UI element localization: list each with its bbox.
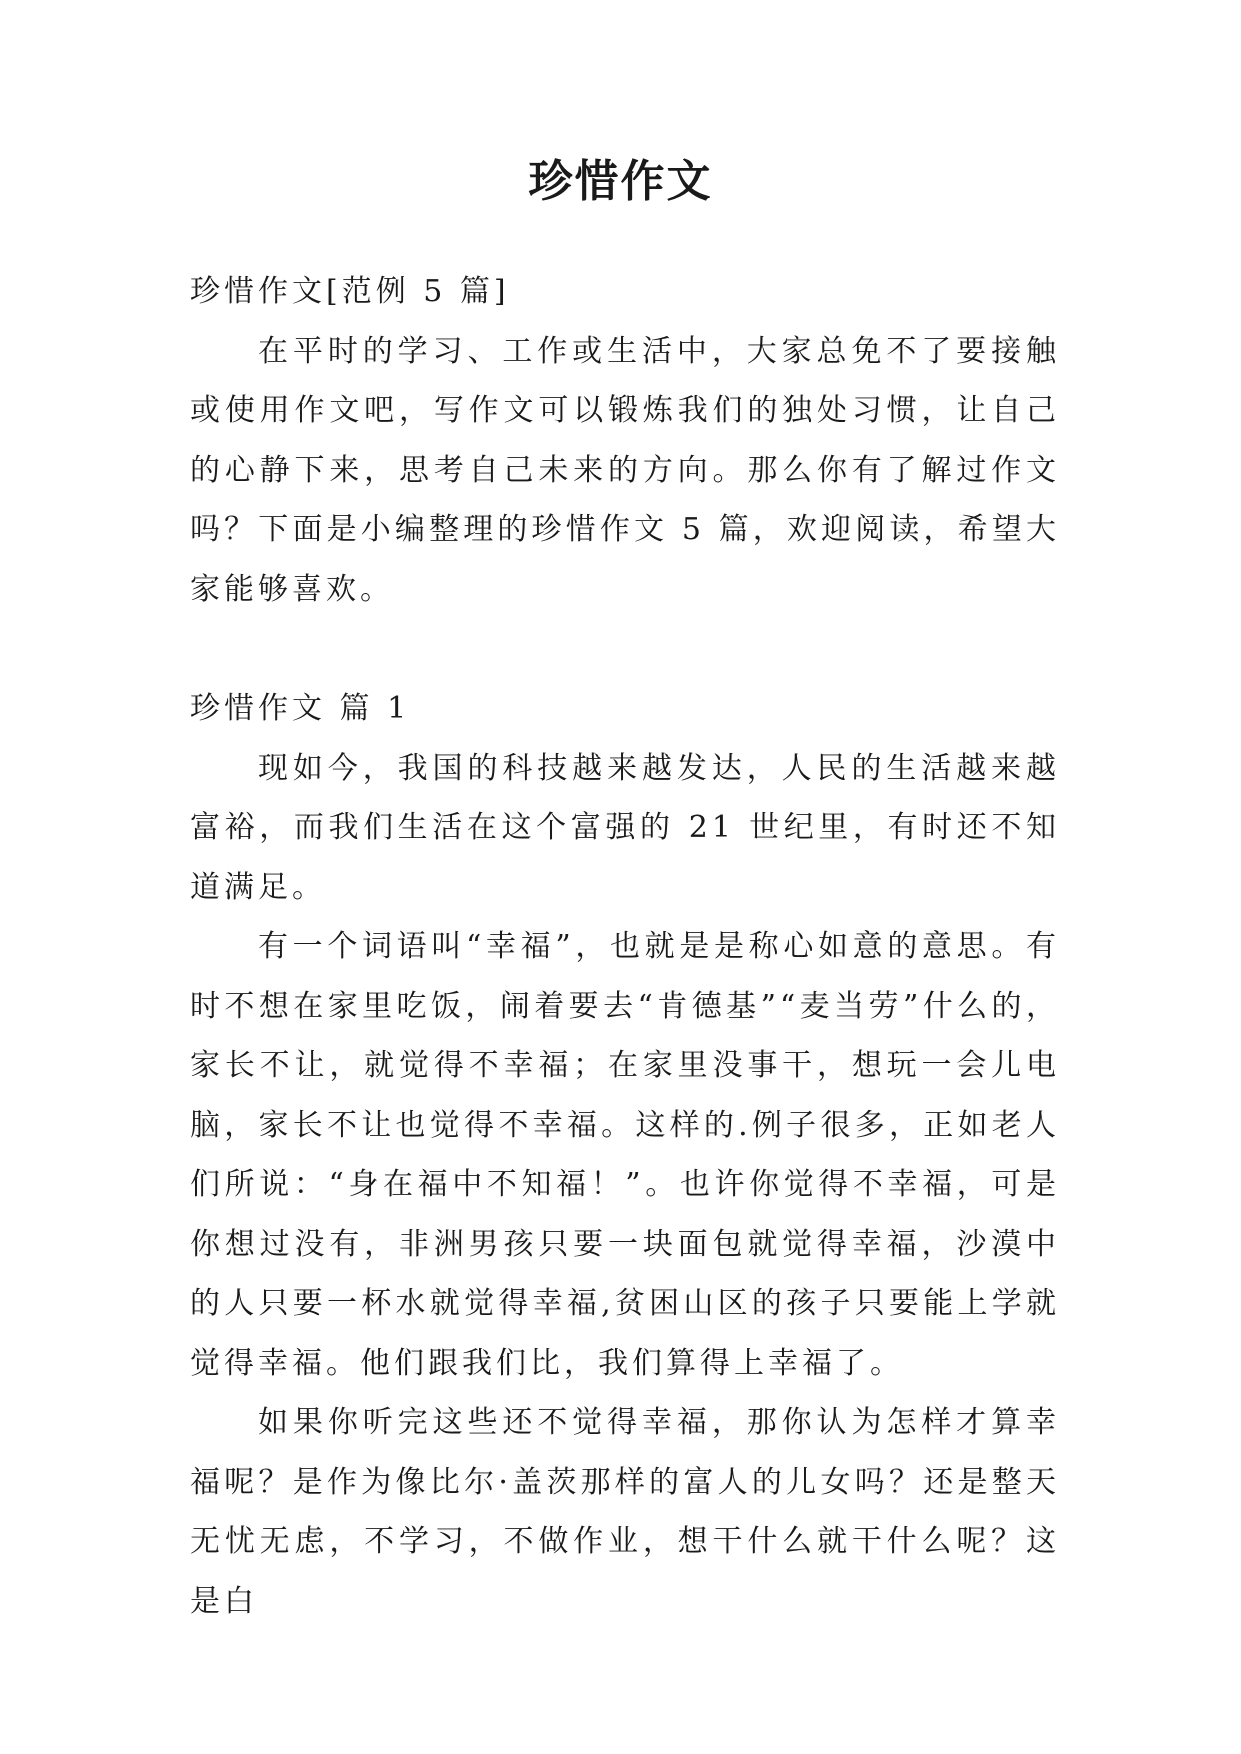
document-subtitle: 珍惜作文[范例 5 篇] <box>190 274 510 309</box>
body-paragraph: 现如今，我国的科技越来越发达，人民的生活越来越富裕，而我们生活在这个富强的 21 世纪里，有时还不知道满足。 <box>190 750 1060 905</box>
section-heading: 珍惜作文 篇 1 <box>190 691 411 726</box>
document-title: 珍惜作文 <box>528 156 713 207</box>
intro-paragraph: 在平时的学习、工作或生活中，大家总免不了要接触或使用作文吧，写作文可以锻炼我们的独处习惯，让自己的心静下来，思考自己未来的方向。那么你有了解过作文吗？下面是小编整理的珍惜作文 5 篇，欢迎阅读，希望大家能够喜欢。 <box>190 333 1060 607</box>
body-paragraph: 如果你听完这些还不觉得幸福，那你认为怎样才算幸福呢？是作为像比尔·盖茨那样的富人的儿女吗？还是整天无忧无虑，不学习，不做作业，想干什么就干什么呢？这是白 <box>190 1405 1060 1619</box>
body-paragraph: 有一个词语叫“幸福”，也就是是称心如意的意思。有时不想在家里吃饭，闹着要去“肯德基”“麦当劳”什么的，家长不让，就觉得不幸福；在家里没事干，想玩一会儿电脑，家长不让也觉得不幸福。这样的.例子很多，正如老人们所说：“身在福中不知福！”。也许你觉得不幸福，可是你想过没有，非洲男孩只要一块面包就觉得幸福，沙漠中的人只要一杯水就觉得幸福,贫困山区的孩子只要能上学就觉得幸福。他们跟我们比，我们算得上幸福了。 <box>190 929 1060 1381</box>
document-body <box>190 262 1060 1631</box>
section-gap <box>190 619 1060 679</box>
